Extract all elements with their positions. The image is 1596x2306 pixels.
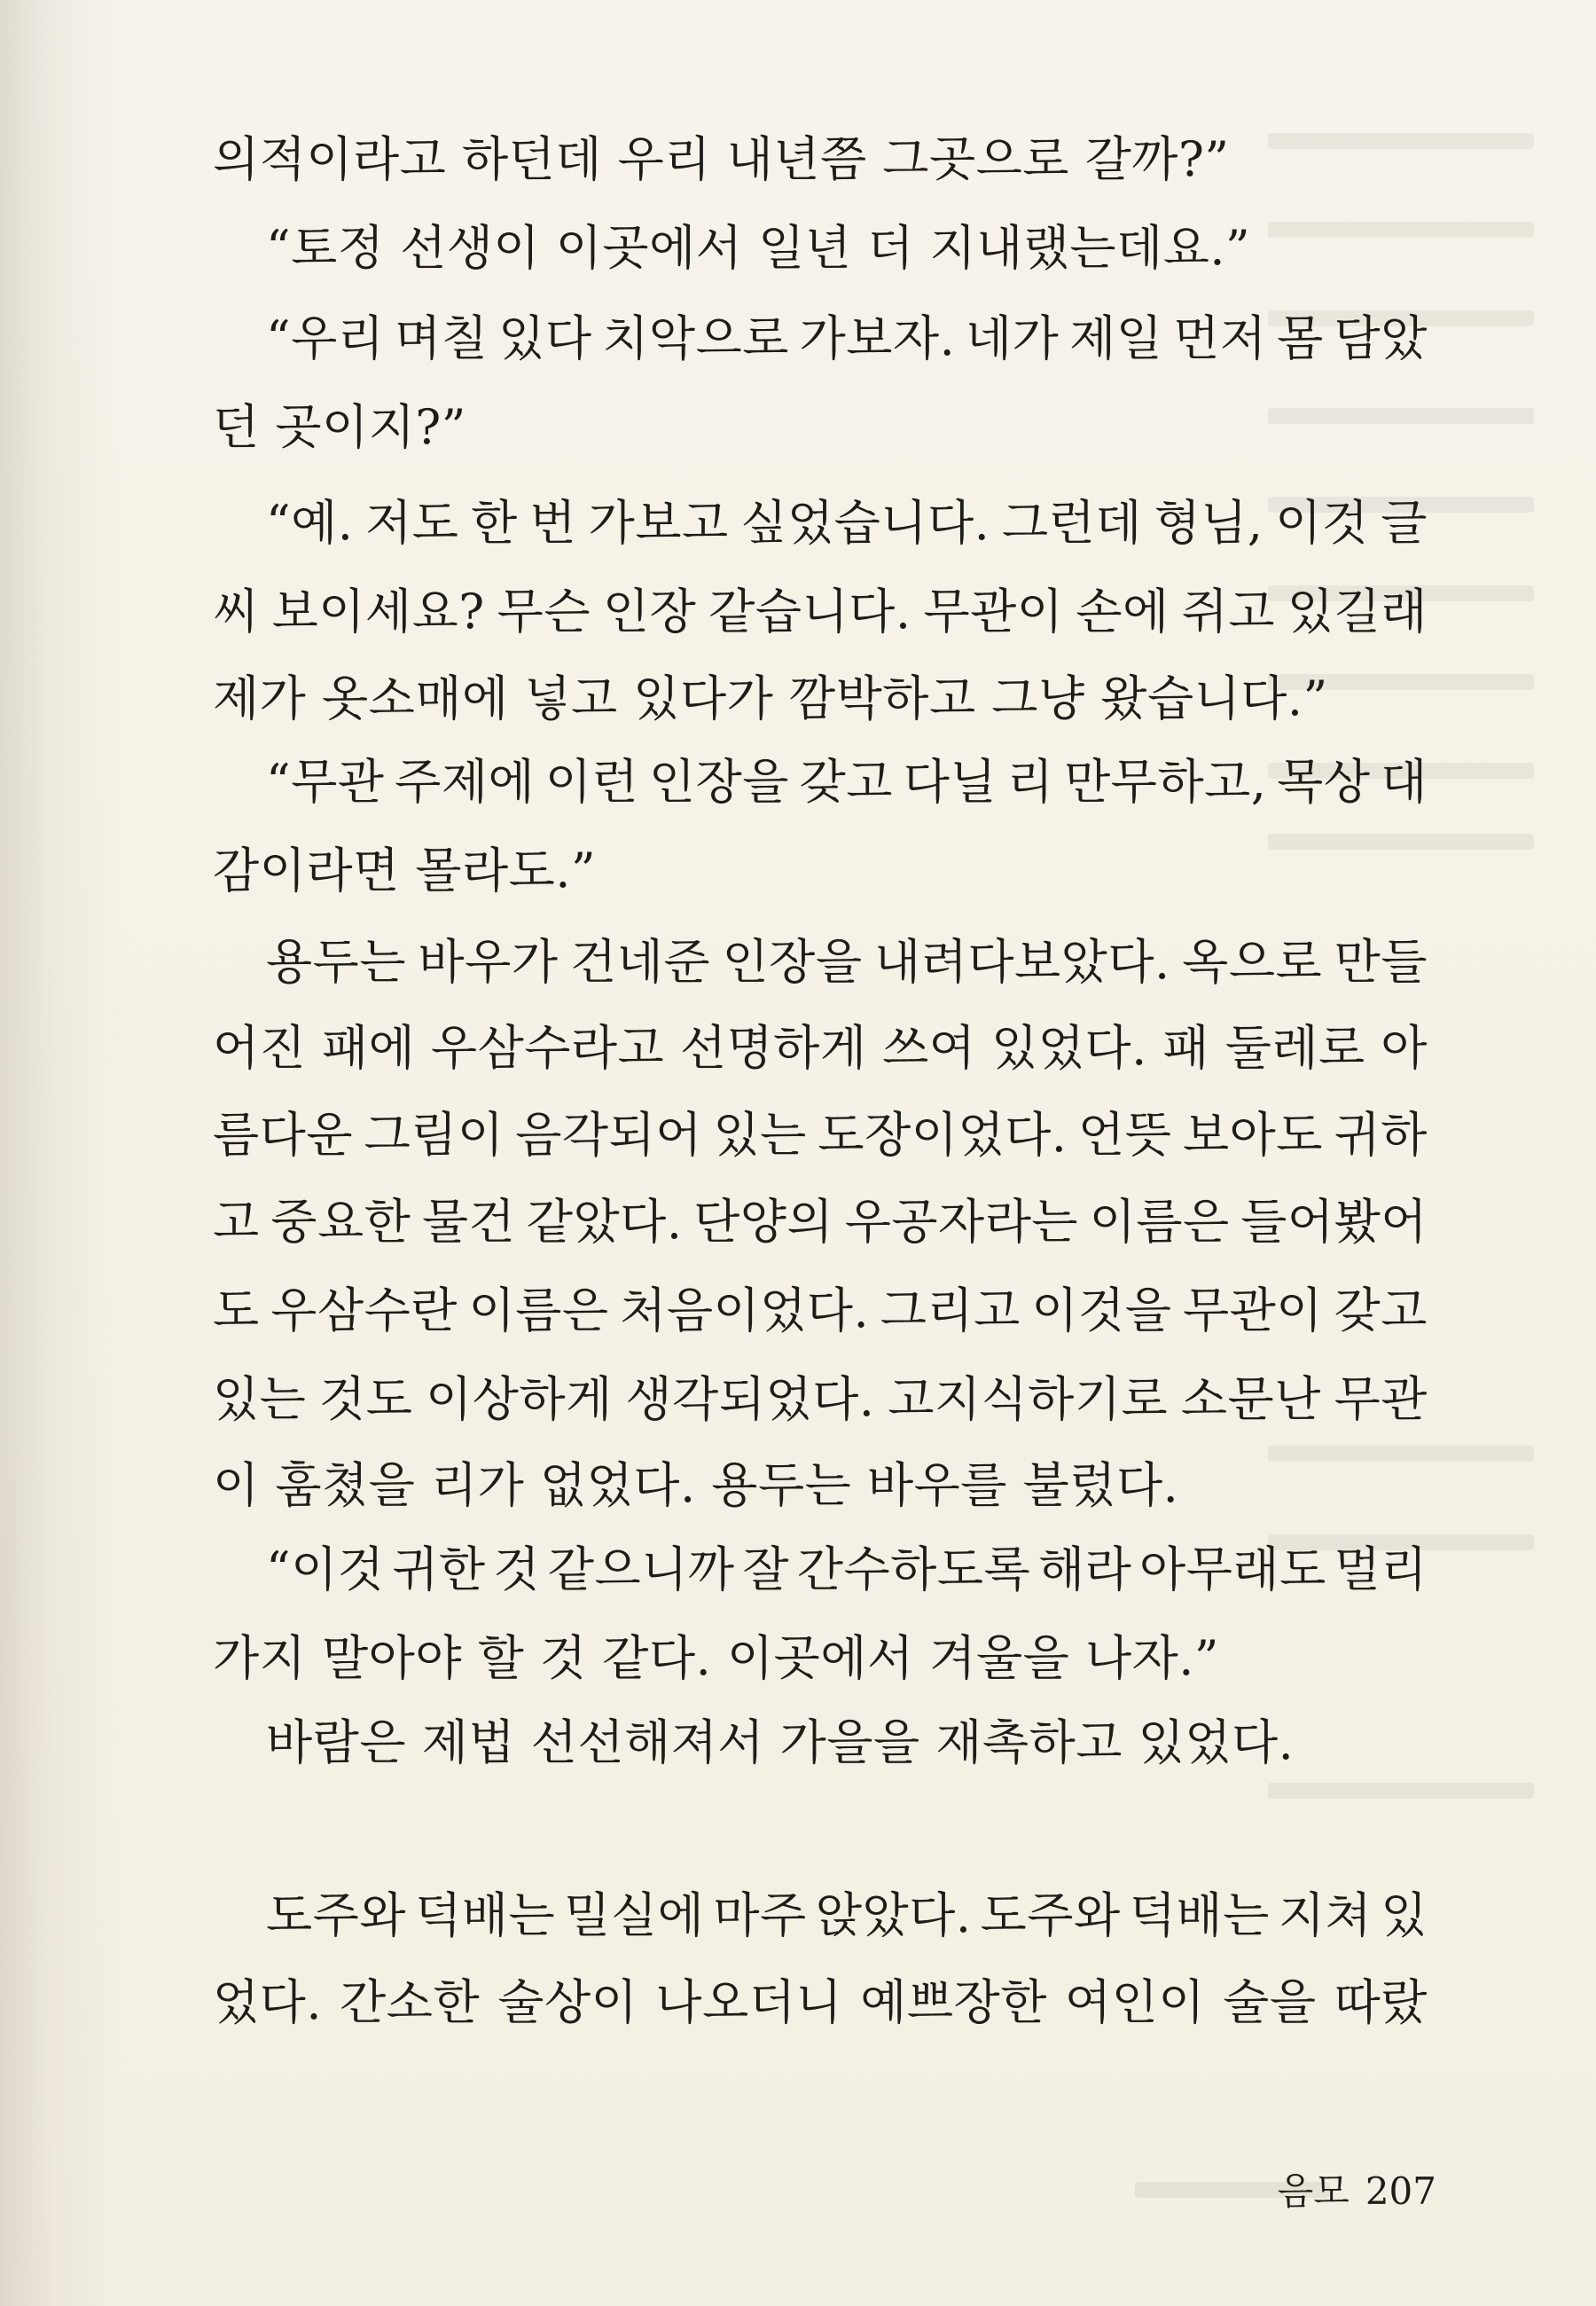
word: 저도 bbox=[365, 497, 459, 550]
word: 주제에 bbox=[395, 756, 536, 809]
word: 우삼수란 bbox=[270, 1284, 458, 1337]
word: 생각되었다. bbox=[625, 1373, 875, 1426]
word: 제일 bbox=[1069, 312, 1163, 365]
word: 네가 bbox=[966, 312, 1060, 365]
word: 덕배는 bbox=[1129, 1889, 1270, 1942]
word: 아무래도 bbox=[1139, 1543, 1326, 1596]
word: 몸 bbox=[1277, 312, 1324, 365]
word: 것 bbox=[493, 1543, 541, 1596]
word: 이름은 bbox=[468, 1284, 609, 1337]
word: 예쁘장한 bbox=[860, 1976, 1047, 2029]
word: 갖고 bbox=[799, 756, 893, 809]
word: 간소한 bbox=[340, 1976, 481, 2029]
word: 단양의 bbox=[693, 1196, 834, 1249]
word: 앉았다. bbox=[815, 1889, 972, 1942]
word: 선명하게 bbox=[679, 1022, 867, 1075]
word: 간수하도록 bbox=[796, 1543, 1031, 1596]
word: 도주와 bbox=[980, 1889, 1121, 1942]
word: 대 bbox=[1381, 756, 1428, 809]
word: 들어봤어 bbox=[1240, 1196, 1428, 1249]
word: 용두는 bbox=[266, 936, 406, 989]
word: 중요한 bbox=[270, 1196, 411, 1249]
text-line bbox=[266, 1543, 1428, 1596]
word: 인장을 bbox=[722, 936, 863, 989]
word: 가보자. bbox=[799, 312, 956, 365]
word: 덕배는 bbox=[415, 1889, 556, 1942]
word: 바우가 bbox=[418, 936, 559, 989]
word: 처음이었다. bbox=[620, 1284, 870, 1337]
word: 치악으로 bbox=[602, 312, 789, 365]
word: 리 bbox=[1006, 756, 1054, 809]
word: 보이세요? bbox=[271, 585, 485, 639]
word: “예. bbox=[266, 497, 354, 550]
text-line bbox=[213, 1022, 1428, 1075]
word: 무관 bbox=[1334, 1373, 1428, 1426]
word: 둘레로 bbox=[1224, 1022, 1365, 1075]
word: 같았다. bbox=[526, 1196, 683, 1249]
word: 따랐 bbox=[1334, 1976, 1428, 2029]
word: 이름은 bbox=[1089, 1196, 1230, 1249]
text-line bbox=[266, 1889, 1428, 1942]
word: 물건 bbox=[421, 1196, 516, 1249]
page-footer bbox=[1278, 2169, 1436, 2214]
word: 담았 bbox=[1334, 312, 1428, 365]
text-line bbox=[266, 756, 1428, 809]
word: 이것을 bbox=[1031, 1284, 1172, 1337]
word: 형님, bbox=[1154, 497, 1264, 550]
page-number: 207 bbox=[1365, 2169, 1436, 2213]
word: 언뜻 bbox=[1078, 1109, 1172, 1162]
word: 손에 bbox=[1076, 585, 1170, 639]
word: 인장을 bbox=[648, 756, 789, 809]
text-line: 의적이라고 하던데 우리 내년쯤 그곳으로 갈까?” bbox=[213, 133, 1230, 186]
word: 무관이 bbox=[923, 585, 1064, 639]
word: 내려다보았다. bbox=[874, 936, 1170, 989]
word: 패 bbox=[1162, 1022, 1210, 1075]
word: 술상이 bbox=[497, 1976, 638, 2029]
word: 글 bbox=[1381, 497, 1428, 550]
word: “이것 bbox=[266, 1543, 385, 1596]
word: 귀하 bbox=[1334, 1109, 1428, 1162]
text-line: “토정 선생이 이곳에서 일년 더 지내랬는데요.” bbox=[266, 222, 1251, 275]
word: 가보고 bbox=[588, 497, 729, 550]
word: 쓰여 bbox=[882, 1022, 976, 1075]
word: 음각되어 bbox=[515, 1109, 702, 1162]
word: 여인이 bbox=[1065, 1976, 1206, 2029]
word: 있 bbox=[1381, 1889, 1428, 1942]
word: 마주 bbox=[713, 1889, 807, 1942]
word: 갖고 bbox=[1334, 1284, 1428, 1337]
word: 잘 bbox=[742, 1543, 790, 1596]
word: 도장이었다. bbox=[818, 1109, 1068, 1162]
word: 무관이 bbox=[1182, 1284, 1323, 1337]
word: 먼저 bbox=[1173, 312, 1267, 365]
word: 만들 bbox=[1334, 936, 1428, 989]
word: 옥으로 bbox=[1182, 936, 1323, 989]
word: 지쳐 bbox=[1278, 1889, 1373, 1942]
word: 한 bbox=[471, 497, 518, 550]
word: 다닐 bbox=[903, 756, 998, 809]
text-line: 가지 말아야 할 것 같다. 이곳에서 겨울을 나자.” bbox=[213, 1632, 1220, 1685]
word: 있었다. bbox=[991, 1022, 1147, 1075]
word: 씨 bbox=[213, 585, 260, 639]
word: 우공자라는 bbox=[844, 1196, 1079, 1249]
word: 그런데 bbox=[1001, 497, 1142, 550]
word: 있길래 bbox=[1287, 585, 1428, 639]
word: 며칠 bbox=[395, 312, 489, 365]
word: 도주와 bbox=[266, 1889, 406, 1942]
text-line: 이 훔쳤을 리가 없었다. 용두는 바우를 불렀다. bbox=[213, 1459, 1179, 1512]
word: “무관 bbox=[266, 756, 385, 809]
word: 무슨 bbox=[497, 585, 591, 639]
word: 패에 bbox=[321, 1022, 416, 1075]
text-line: 제가 옷소매에 넣고 있다가 깜박하고 그냥 왔습니다.” bbox=[213, 672, 1328, 726]
word: 있다 bbox=[498, 312, 592, 365]
word: 멀리 bbox=[1334, 1543, 1428, 1596]
word: 있는 bbox=[713, 1109, 807, 1162]
running-title: 음모 bbox=[1277, 2169, 1350, 2213]
word: 번 bbox=[529, 497, 577, 550]
text-line bbox=[213, 1196, 1428, 1249]
word: 목상 bbox=[1277, 756, 1371, 809]
word: 있는 bbox=[213, 1373, 307, 1426]
word: 만무하고, bbox=[1064, 756, 1267, 809]
text-line: 바람은 제법 선선해져서 가을을 재촉하고 있었다. bbox=[266, 1716, 1295, 1769]
word: 나오더니 bbox=[655, 1976, 843, 2029]
word: 소문난 bbox=[1180, 1373, 1321, 1426]
word: 고지식하기로 bbox=[888, 1373, 1169, 1426]
word: 우삼수라고 bbox=[430, 1022, 665, 1075]
word: 이런 bbox=[544, 756, 639, 809]
word: 도 bbox=[213, 1284, 260, 1337]
word: 귀한 bbox=[392, 1543, 486, 1596]
text-line bbox=[266, 936, 1428, 989]
text-line bbox=[213, 1373, 1428, 1426]
word: 이것 bbox=[1275, 497, 1369, 550]
word: 쥐고 bbox=[1181, 585, 1275, 639]
text-line bbox=[266, 312, 1428, 365]
word: 었다. bbox=[213, 1976, 322, 2029]
word: 것도 bbox=[319, 1373, 413, 1426]
word: 이상하게 bbox=[426, 1373, 613, 1426]
word: 밀실에 bbox=[564, 1889, 705, 1942]
word: 술을 bbox=[1223, 1976, 1317, 2029]
text-line: 감이라면 몰라도.” bbox=[213, 844, 597, 898]
text-line bbox=[213, 1109, 1428, 1162]
word: 어진 bbox=[213, 1022, 307, 1075]
word: 싶었습니다. bbox=[740, 497, 990, 550]
word: 인장 bbox=[602, 585, 697, 639]
word: 같습니다. bbox=[708, 585, 911, 639]
text-line bbox=[266, 497, 1428, 550]
word: 름다운 bbox=[213, 1109, 353, 1162]
word: 같으니까 bbox=[547, 1543, 735, 1596]
word: 보아도 bbox=[1182, 1109, 1323, 1162]
word: 그리고 bbox=[880, 1284, 1021, 1337]
text-line bbox=[213, 1976, 1428, 2029]
text-line bbox=[213, 1284, 1428, 1337]
word: 해라 bbox=[1037, 1543, 1132, 1596]
text-line bbox=[213, 585, 1428, 639]
word: 고 bbox=[213, 1196, 260, 1249]
word: 아 bbox=[1381, 1022, 1428, 1075]
word: 그림이 bbox=[364, 1109, 505, 1162]
text-line: 던 곳이지?” bbox=[213, 401, 466, 454]
word: 건네준 bbox=[570, 936, 710, 989]
word: “우리 bbox=[266, 312, 385, 365]
bleed-through-mark bbox=[1268, 1783, 1534, 1799]
